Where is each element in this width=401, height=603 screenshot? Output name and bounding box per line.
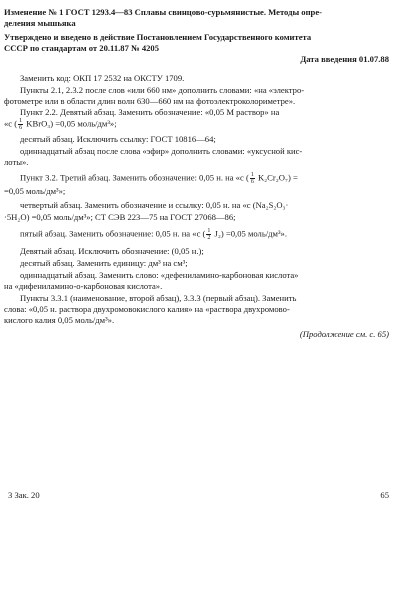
paragraph-code: Заменить код: ОКП 17 2532 на ОКСТУ 1709. — [20, 73, 185, 83]
approval-line1: Утверждено и введено в действие Постановлением Государственного комитета — [4, 32, 312, 42]
order-number: 3 Зак. 20 — [8, 490, 40, 500]
paragraph-10th: десятый абзац. Исключить ссылку: ГОСТ 10816—64; — [20, 134, 216, 144]
paragraph-11th-word-line2: на «дифениламино-о-карбоновая кислота». — [4, 281, 163, 291]
paragraph-5th: пятый абзац. Заменить обозначение: 0,05 н. на «с ( $\frac{1}{2}$ J₂) =0,05 моль/дм³». — [20, 228, 287, 241]
paragraph-11th-line1: одиннадцатый абзац после слова «эфир» дополнить словами: «уксусной кис- — [20, 146, 303, 156]
approval-line2: СССР по стандартам от 20.11.87 № 4205 — [4, 43, 160, 53]
paragraph-3-3-line1: Пункты 3.3.1 (наименование, второй абзац), 3.3.3 (первый абзац). Заменить — [20, 293, 297, 303]
paragraph-2-1-line1: Пункты 2.1, 2.3.2 после слов «или 660 нм» дополнить словами: «на «электро- — [20, 85, 305, 95]
effective-date: Дата введения 01.07.88 — [300, 54, 389, 64]
amendment-title-line2: деления мышьяка — [4, 18, 76, 28]
page-number: 65 — [380, 490, 389, 500]
fraction-one-sixth: $\frac{1}{6}$ — [250, 172, 254, 185]
paragraph-3-3-line2: слова: «0,05 н. раствора двухромовокислого калия» на «раствора двухромово- — [4, 304, 290, 314]
paragraph-2-2-line1: Пункт 2.2. Девятый абзац. Заменить обозначение: «0,05 М раствор» на — [20, 107, 280, 117]
paragraph-3-2-line2: =0,05 моль/дм³»; — [4, 186, 66, 196]
paragraph-4th-line2: ·5H₂O) =0,05 моль/дм³»; СТ СЭВ 223—75 на ГОСТ 27068—86; — [4, 212, 236, 222]
paragraph-11th-line2: лоты». — [4, 157, 29, 167]
fraction-one-sixth: $\frac{1}{6}$ — [19, 118, 23, 131]
amendment-title-line1: Изменение № 1 ГОСТ 1293.4—83 Сплавы свинцово-сурьмянистые. Методы опре- — [4, 7, 323, 17]
paragraph-10th-unit: десятый абзац. Заменить единицу: дм³ на см³; — [20, 258, 188, 268]
paragraph-3-2-line1: Пункт 3.2. Третий абзац. Заменить обозначение: 0,05 н. на «с ( $\frac{1}{6}$ K₂Cr₂O₇) = — [20, 172, 298, 185]
formula-prefix: «с ( — [4, 118, 18, 129]
paragraph-9th: Девятый абзац. Исключить обозначение: (0,05 н.); — [20, 246, 204, 256]
paragraph-4th-line1: четвертый абзац. Заменить обозначение и ссылку: 0,05 н. на «с (Na₂S₂O₃· — [20, 200, 289, 210]
paragraph-3-3-line3: кислого калия 0,05 моль/дм³». — [4, 315, 115, 325]
paragraph-2-1-line2: фотометре или в области длин волн 630—660 нм на фотоэлектроколориметре». — [4, 96, 296, 106]
fraction-one-half: $\frac{1}{2}$ — [207, 228, 211, 241]
paragraph-2-2-line2 — [4, 118, 117, 131]
formula-suffix: KBrO₃) =0,05 моль/дм³»; — [24, 118, 117, 129]
paragraph-11th-word-line1: одиннадцатый абзац. Заменить слово: «дефениламино-карбоновая кислота» — [20, 270, 299, 280]
continued-note: (Продолжение см. с. 65) — [299, 329, 389, 339]
